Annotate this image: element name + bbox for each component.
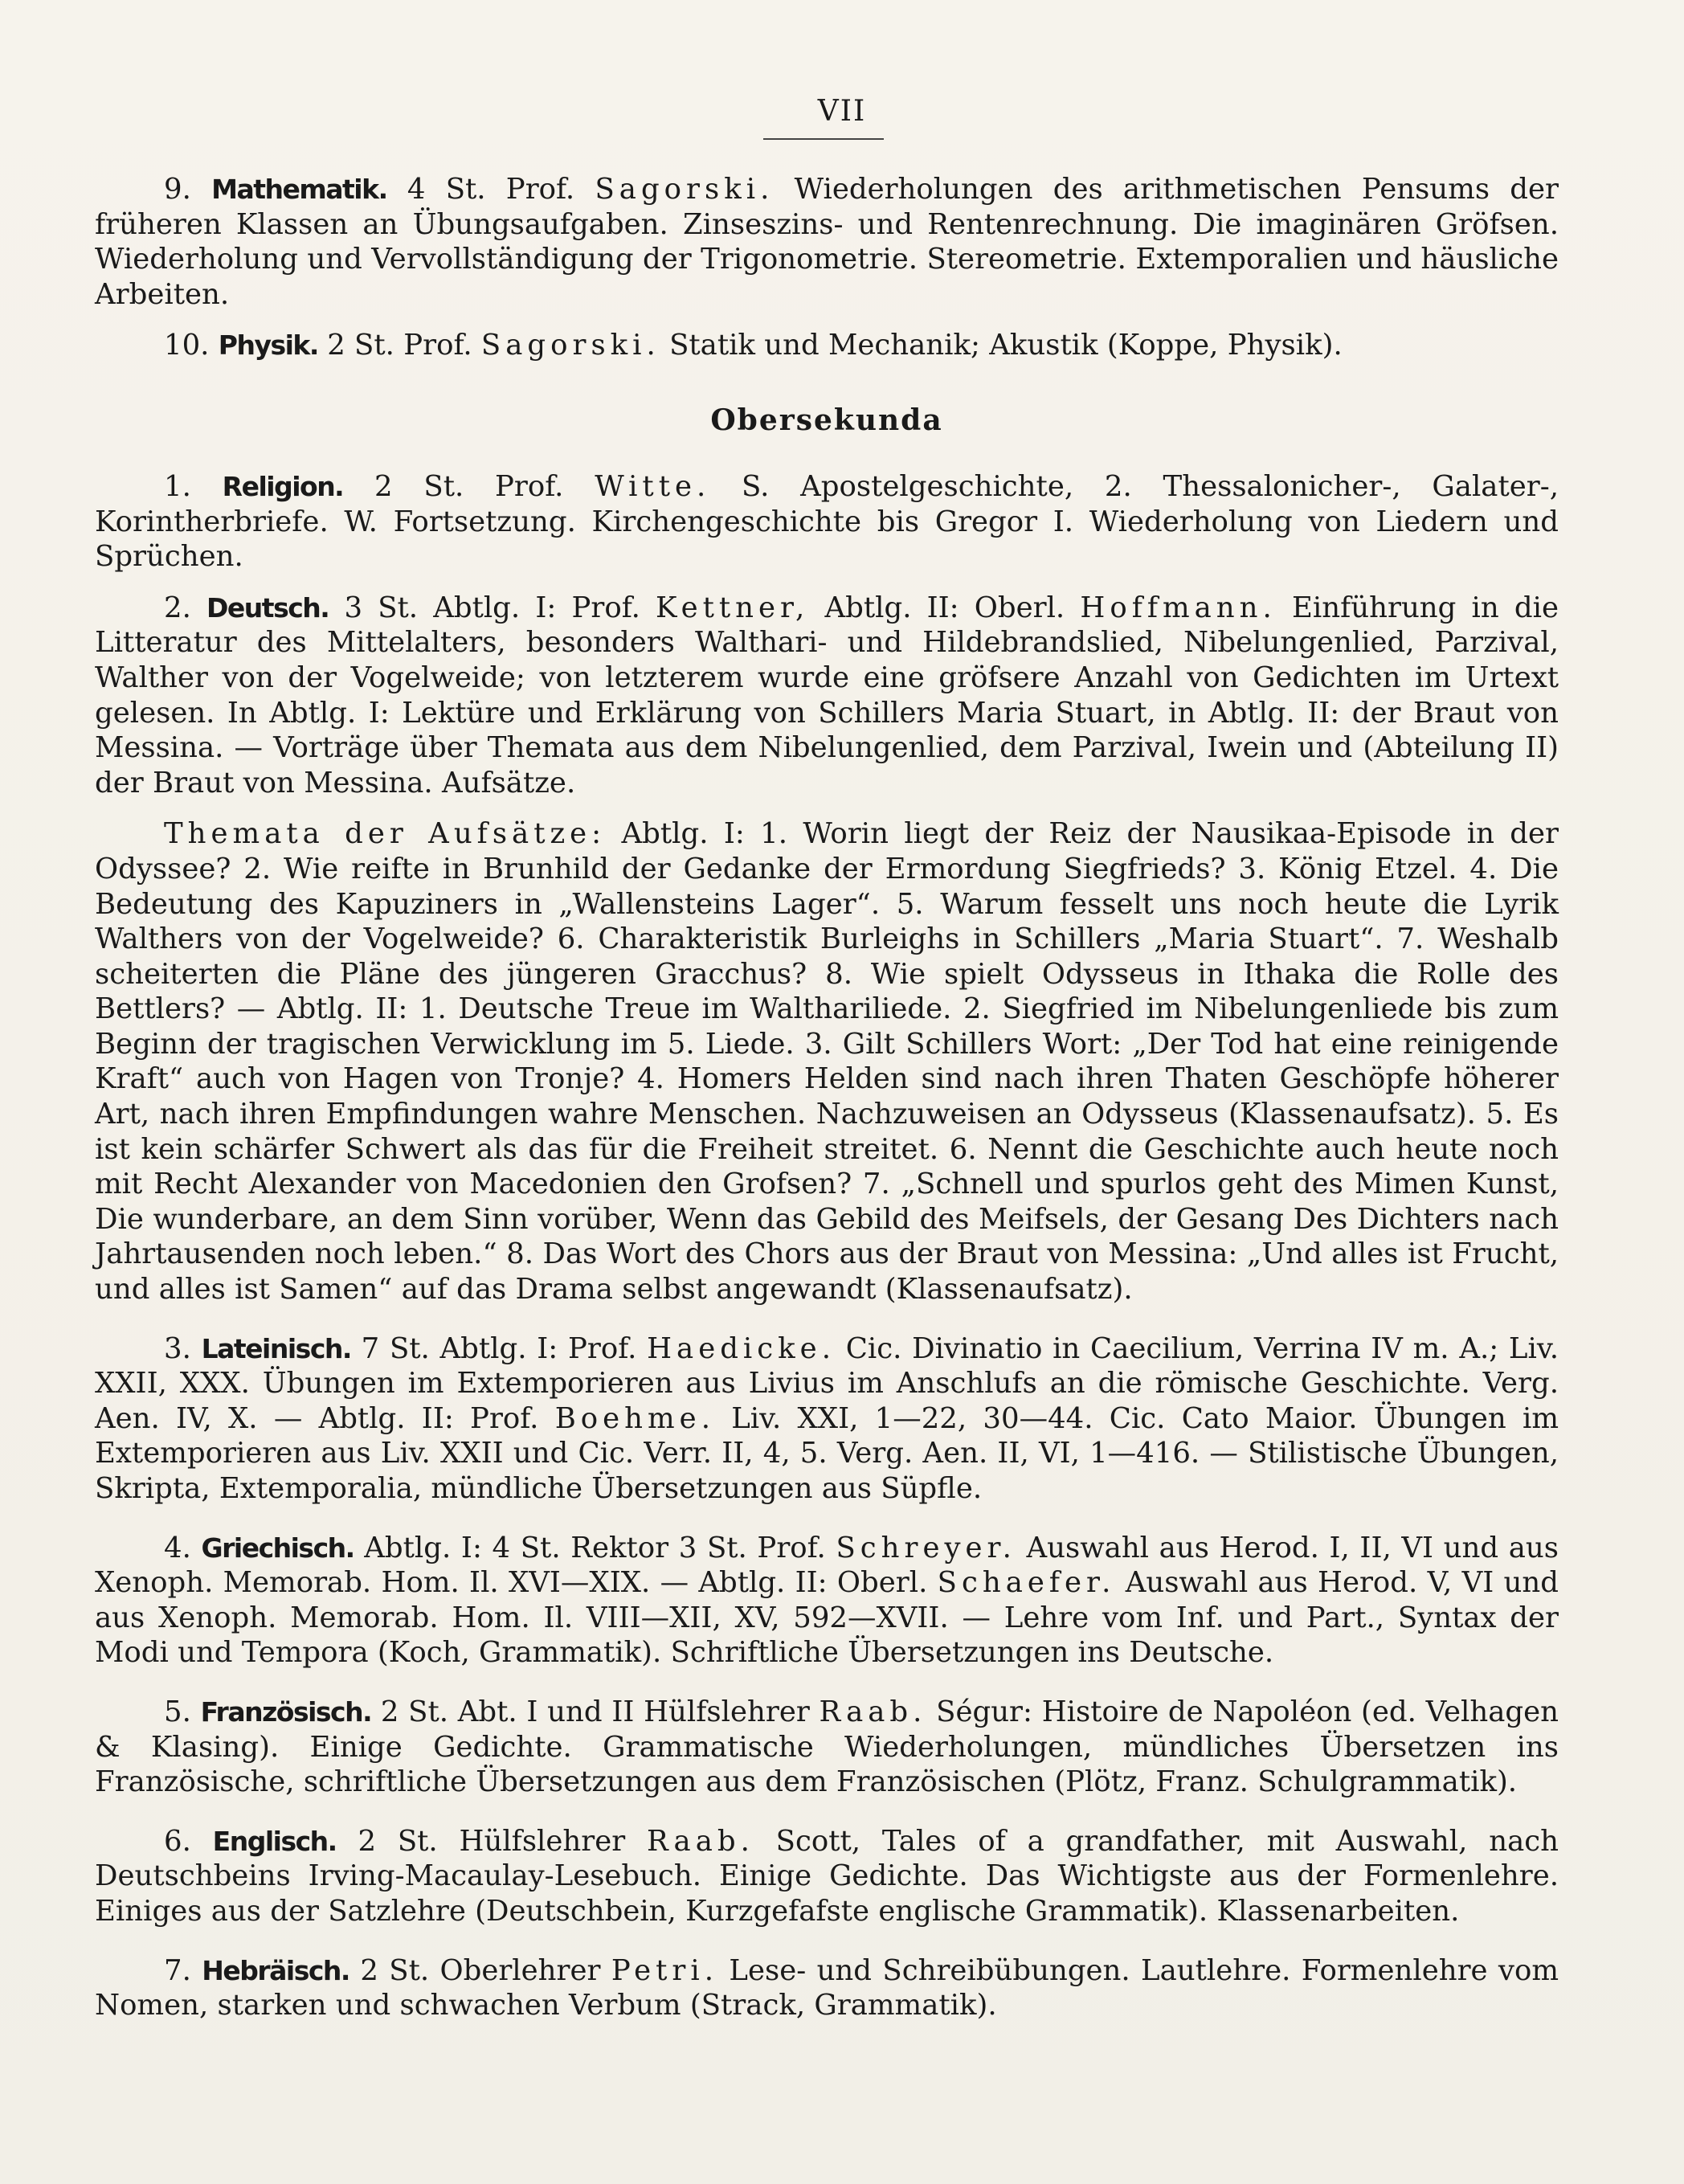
entry-text: Wiederholungen des arithmetischen Pensums der früheren Klassen an Übungsaufgaben. Zinseszins- und Rentenrechnung. Die imaginären Gröfsen. Wiederholung und Vervollständigung der Trigonometrie. Stereometrie. Extemporalien und häusliche Arbeiten. <box>95 173 1559 311</box>
entry-text-part: Auswahl aus Herod. I, II, VI und aus Xenoph. Memorab. Hom. Il. XVI—XIX. — Abtlg. II: Oberl. <box>95 1531 1559 1600</box>
teacher-name: Kettner, <box>656 591 810 624</box>
entry-hours: Abtlg. I: 4 St. Rektor 3 St. Prof. <box>354 1531 836 1564</box>
entry-text: Statik und Mechanik; Akustik (Koppe, Physik). <box>660 329 1343 362</box>
subject-heading: Lateinisch. <box>201 1332 351 1364</box>
teacher-name: Witte. <box>595 469 711 503</box>
subject-heading: Französisch. <box>200 1695 372 1728</box>
entry-hours: 4 St. Prof. <box>386 173 595 206</box>
entry-text: Einführung in die Litteratur des Mittelalters, besonders Walthari- und Hildebrandslied, Nibelungenlied, Parzival, Walther von der Vogelweide; von letzterem wurde eine gröfsere Anzahl von Gedichten im Urtext gelesen. In Abtlg. I: Lektüre und Erklärung von Schillers Maria Stuart, in Abtlg. II: der Braut von Messina. — Vorträge über Themata aus dem Nibelungenlied, dem Parzival, Iwein und (Abteilung II) der Braut von Messina. Aufsätze. <box>95 591 1559 800</box>
teacher-name: Petri. <box>611 1953 719 1987</box>
entry-text: Ségur: Histoire de Napoléon (ed. Velhagen & Klasing). Einige Gedichte. Grammatische Wiederholungen, mündliches Übersetzen ins Französische, schriftliche Übersetzungen aus dem Französischen (Plötz, Franz. Schulgrammatik). <box>95 1695 1559 1799</box>
entry-griechisch <box>95 1531 1559 1671</box>
teacher-name: Haedicke. <box>647 1331 836 1365</box>
text-column <box>95 172 1559 2023</box>
entry-hours: 2 St. Abt. I und II Hülfslehrer <box>371 1695 820 1728</box>
entry-text: Auswahl aus Herod. V, VI und aus Xenoph. Memorab. Hom. Il. VIII—XII, XV, 592—XVII. — Lehre vom Inf. und Part., Syntax der Modi und Tempora (Koch, Grammatik). Schriftliche Übersetzungen ins Deutsche. <box>95 1566 1559 1670</box>
teacher-name-secondary: Hoffmann. <box>1080 591 1277 624</box>
subject-heading: Hebräisch. <box>202 1954 349 1986</box>
entry-number: 6. <box>164 1824 191 1858</box>
entry-number: 2. <box>164 591 191 624</box>
subject-heading: Mathematik. <box>211 174 387 205</box>
entry-text: Scott, Tales of a grandfather, mit Auswahl, nach Deutschbeins Irving-Macaulay-Lesebuch. Einige Gedichte. Das Wichtigste aus der Formenlehre. Einiges aus der Satzlehre (Deutschbein, Kurzgefafste englische Grammatik). Klassenarbeiten. <box>95 1824 1559 1928</box>
entry-text: S. Apostelgeschichte, 2. Thessalonicher-, Galater-, Korintherbriefe. W. Fortsetzung. Kirchengeschichte bis Gregor I. Wiederholung von Liedern und Sprüchen. <box>95 469 1559 574</box>
entry-number: 3. <box>164 1331 191 1365</box>
entry-number: 1. <box>164 469 191 503</box>
teacher-name: Schreyer. <box>836 1531 1016 1564</box>
entry-number: 4. <box>164 1531 191 1564</box>
teacher-name-secondary: Boehme. <box>554 1401 715 1435</box>
page-number-rule <box>763 138 884 140</box>
entry-text: Liv. XXI, 1—22, 30—44. Cic. Cato Maior. Übungen im Extemporieren aus Liv. XXII und Cic. Verr. II, 4, 5. Verg. Aen. II, VI, 1—416. — Stilistische Übungen, Skripta, Extemporalia, mündliche Übersetzungen aus Süpfle. <box>95 1401 1559 1505</box>
teacher-name: Sagorski. <box>480 329 660 362</box>
subject-heading: Griechisch. <box>201 1532 354 1564</box>
subject-heading: Deutsch. <box>206 591 329 624</box>
teacher-name: Raab. <box>819 1695 927 1728</box>
section-title: Obersekunda <box>710 403 943 437</box>
teacher-name: Raab. <box>647 1824 754 1858</box>
subject-heading: Religion. <box>222 470 344 502</box>
entry-number: 7. <box>164 1953 191 1987</box>
themata-text: Abtlg. I: 1. Worin liegt der Reiz der Nausikaa-Episode in der Odyssee? 2. Wie reifte in Brunhild der Gedanke der Ermordung Siegfrieds? 3. König Etzel. 4. Die Bedeutung des Kapuziners in „Wallensteins Lager“. 5. Warum fesselt uns noch heute die Lyrik Walthers von der Vogelweide? 6. Charakteristik Burleighs in Schillers „Maria Stuart“. 7. Weshalb scheiterten die Pläne des jüngeren Gracchus? 8. Wie spielt Odysseus in Ithaka die Rolle des Bettlers? — Abtlg. II: 1. Deutsche Treue im Walthariliede. 2. Siegfried im Nibelungenliede bis zum Beginn der tragischen Verwicklung im 5. Liede. 3. Gilt Schillers Wort: „Der Tod hat eine reinigende Kraft“ auch von Hagen von Tronje? 4. Homers Helden sind nach ihren Thaten Geschöpfe höherer Art, nach ihren Empfindungen wahre Menschen. Nachzuweisen an Odysseus (Klassenaufsatz). 5. Es ist kein schärfer Schwert als das für die Freiheit streitet. 6. Nennt die Geschichte auch heute noch mit Recht Alexander von Macedonien den Grofsen? 7. „Schnell und spurlos geht des Mimen Kunst, Die wunderbare, an dem Sinn vorüber, Wenn das Gebild des Meifsels, der Gesang Des Dichters nach Jahrtausenden noch leben.“ 8. Das Wort des Chors aus der Braut von Messina: „Und alles ist Frucht, und alles ist Samen“ auf das Drama selbst angewandt (Klassenaufsatz). <box>95 817 1559 1307</box>
entry-hours-secondary: Abtlg. II: Oberl. <box>809 591 1081 624</box>
themata-label: Themata der Aufsätze: <box>164 817 607 851</box>
entry-physik <box>95 328 1559 363</box>
page-number: VII <box>817 95 867 128</box>
entry-number: 10. <box>164 329 210 362</box>
subject-heading: Physik. <box>218 329 318 362</box>
entry-religion <box>95 469 1559 575</box>
entry-hebraeisch <box>95 1953 1559 2023</box>
teacher-name-secondary: Schaefer. <box>937 1566 1116 1600</box>
teacher-name: Sagorski. <box>595 173 775 206</box>
entry-mathematik <box>95 172 1559 312</box>
entry-hours: 2 St. Oberlehrer <box>349 1953 611 1987</box>
entry-text: Lese- und Schreibübungen. Lautlehre. Formenlehre vom Nomen, starken und schwachen Verbum (Strack, Grammatik). <box>95 1953 1559 2022</box>
entry-franzoesisch <box>95 1695 1559 1800</box>
entry-text-part: Cic. Divinatio in Caecilium, Verrina IV m. A.; Liv. XXII, XXX. Übungen im Extemporieren aus Livius im Anschlufs an die römische Geschichte. Verg. Aen. IV, X. — Abtlg. II: Prof. <box>95 1331 1559 1435</box>
entry-latein <box>95 1331 1559 1507</box>
entry-number: 5. <box>164 1695 191 1728</box>
entry-hours: 2 St. Hülfslehrer <box>336 1824 647 1858</box>
entry-deutsch <box>95 591 1559 801</box>
entry-hours: 2 St. Prof. <box>343 469 595 503</box>
entry-themata <box>95 816 1559 1307</box>
entry-hours: 7 St. Abtlg. I: Prof. <box>350 1331 648 1365</box>
entry-hours: 2 St. Prof. <box>317 329 481 362</box>
entry-number: 9. <box>164 173 191 206</box>
entry-hours: 3 St. Abtlg. I: Prof. <box>329 591 656 624</box>
subject-heading: Englisch. <box>212 1825 337 1857</box>
entry-englisch <box>95 1824 1559 1929</box>
